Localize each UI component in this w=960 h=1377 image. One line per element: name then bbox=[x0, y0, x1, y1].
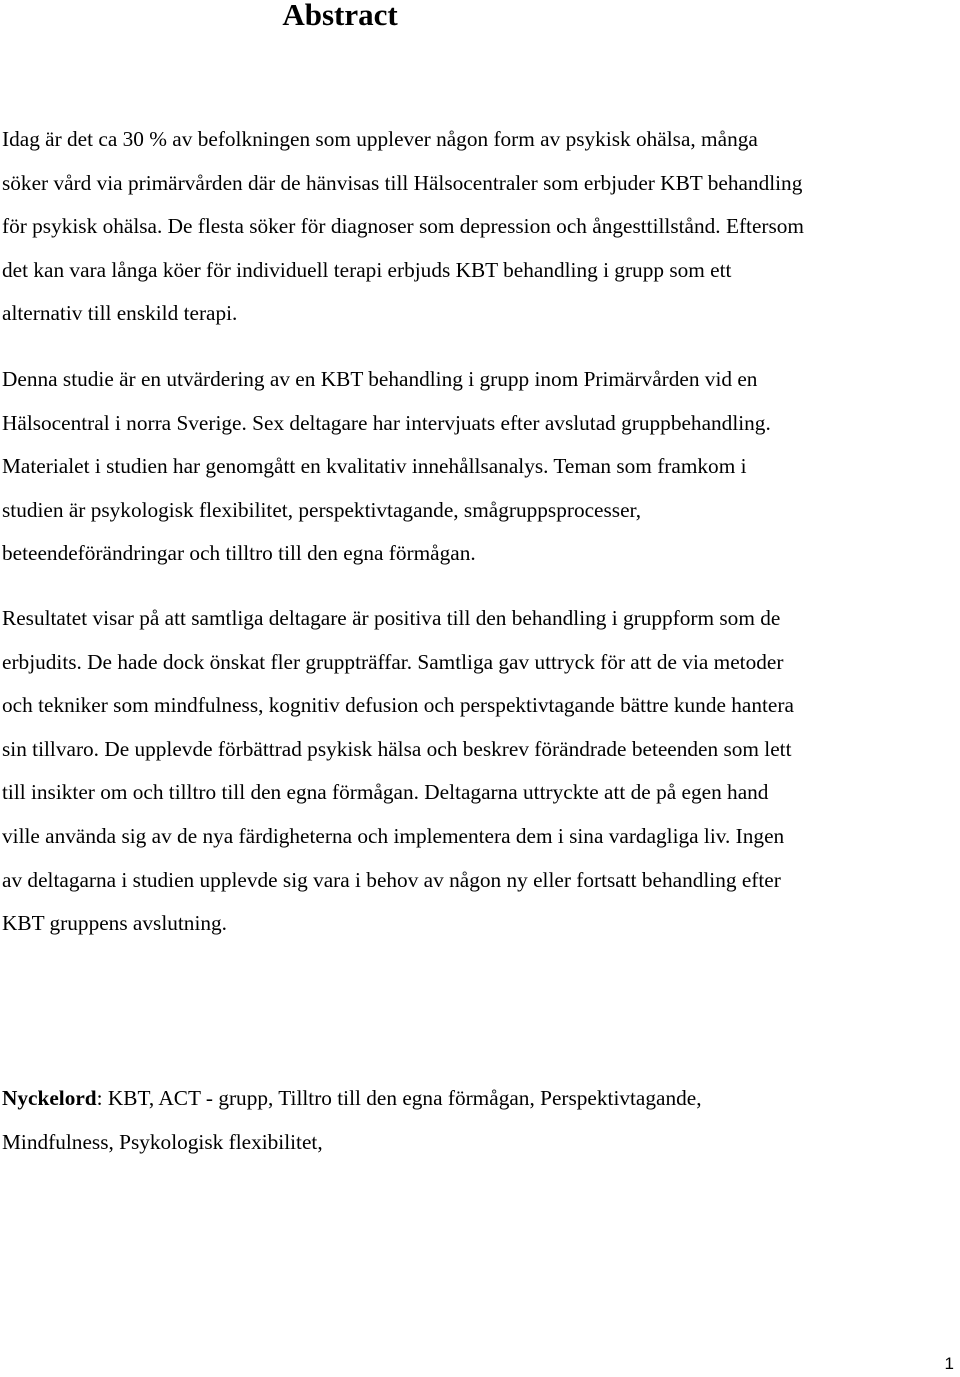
text-line: alternativ till enskild terapi. bbox=[2, 301, 238, 326]
page-number: 1 bbox=[944, 1354, 954, 1373]
paragraph-results bbox=[2, 597, 952, 946]
text-line: till insikter om och tilltro till den egna förmågan. Deltagarna uttryckte att de på egen hand bbox=[2, 780, 769, 805]
text-line: för psykisk ohälsa. De flesta söker för diagnoser som depression och ångesttillstånd. Eftersom bbox=[2, 214, 805, 239]
text-line: KBT gruppens avslutning. bbox=[2, 911, 227, 936]
text-line: erbjudits. De hade dock önskat fler gruppträffar. Samtliga gav uttryck för att de via metoder bbox=[2, 649, 784, 674]
text-line: ville använda sig av de nya färdigheterna och implementera dem i sina vardagliga liv. Ingen bbox=[2, 823, 785, 848]
text-line: Idag är det ca 30 % av befolkningen som upplever någon form av psykisk ohälsa, många bbox=[2, 127, 758, 151]
keywords-line bbox=[2, 1077, 952, 1121]
text-line: det kan vara långa köer för individuell terapi erbjuds KBT behandling i grupp som ett bbox=[2, 257, 732, 282]
text-line: Resultatet visar på att samtliga deltagare är positiva till den behandling i gruppform som de bbox=[2, 606, 781, 630]
paragraph-study bbox=[2, 358, 952, 576]
keywords-list: : KBT, ACT - grupp, Tilltro till den egna förmågan, Perspektivtagande, bbox=[96, 1086, 702, 1110]
text-line: av deltagarna i studien upplevde sig vara i behov av någon ny eller fortsatt behandling efter bbox=[2, 867, 781, 892]
text-line: Hälsocentral i norra Sverige. Sex deltagare har intervjuats efter avslutad gruppbehandling. bbox=[2, 410, 771, 435]
text-line: söker vård via primärvården där de hänvisas till Hälsocentraler som erbjuder KBT behandling bbox=[2, 170, 803, 195]
text-line: sin tillvaro. De upplevde förbättrad psykisk hälsa och beskrev förändrade beteenden som lett bbox=[2, 736, 792, 761]
paragraph-intro bbox=[2, 118, 952, 336]
keywords-line: Mindfulness, Psykologisk flexibilitet, bbox=[2, 1129, 323, 1154]
keywords-label: Nyckelord bbox=[2, 1086, 97, 1110]
text-line: studien är psykologisk flexibilitet, perspektivtagande, smågruppsprocesser, bbox=[2, 497, 642, 522]
text-line: Materialet i studien har genomgått en kvalitativ innehållsanalys. Teman som framkom i bbox=[2, 454, 747, 479]
text-line: Denna studie är en utvärdering av en KBT behandling i grupp inom Primärvården vid en bbox=[2, 367, 758, 391]
keywords-section bbox=[2, 1077, 952, 1164]
abstract-heading: Abstract bbox=[282, 0, 398, 32]
text-line: och tekniker som mindfulness, kognitiv defusion och perspektivtagande bättre kunde hantera bbox=[2, 693, 794, 718]
text-line: beteendeförändringar och tilltro till den egna förmågan. bbox=[2, 541, 476, 566]
